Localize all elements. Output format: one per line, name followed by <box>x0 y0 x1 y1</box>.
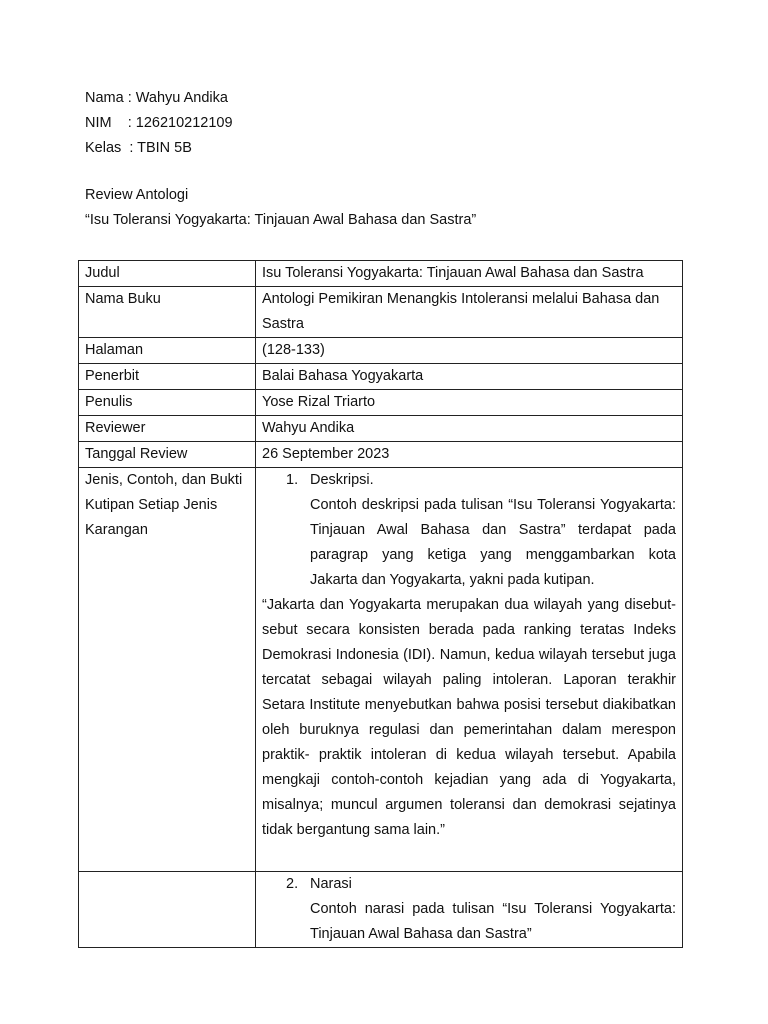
row-label: Halaman <box>79 338 256 364</box>
row-label: Tanggal Review <box>79 442 256 468</box>
table-row <box>79 287 683 338</box>
row-value: (128-133) <box>256 338 683 364</box>
table-row <box>79 390 683 416</box>
student-header <box>85 86 476 233</box>
row-value: Yose Rizal Triarto <box>256 390 683 416</box>
item-title: Deskripsi. <box>310 472 374 488</box>
student-nim: NIM : 126210212109 <box>85 115 233 131</box>
table-row <box>79 338 683 364</box>
row-label: Jenis, Contoh, dan Bukti Kutipan Setiap Jenis Karangan <box>79 468 256 872</box>
row-label: Reviewer <box>79 416 256 442</box>
review-table <box>78 260 683 948</box>
row-value: 26 September 2023 <box>256 442 683 468</box>
row-value: Antologi Pemikiran Menangkis Intoleransi melalui Bahasa dan Sastra <box>256 287 683 338</box>
item-title: Narasi <box>310 876 352 892</box>
review-title: Review Antologi <box>85 187 189 203</box>
review-subtitle: “Isu Toleransi Yogyakarta: Tinjauan Awal Bahasa dan Sastra” <box>85 212 477 228</box>
row-value: Balai Bahasa Yogyakarta <box>256 364 683 390</box>
row-label <box>79 872 256 948</box>
table-row <box>79 872 683 948</box>
table-row <box>79 261 683 287</box>
item-description: Contoh narasi pada tulisan “Isu Toleransi Yogyakarta: Tinjauan Awal Bahasa dan Sastra” <box>310 901 676 942</box>
student-class: Kelas : TBIN 5B <box>85 140 192 156</box>
item-quote: “Jakarta dan Yogyakarta merupakan dua wilayah yang disebut-sebut secara konsisten berada pada ranking teratas Indeks Demokrasi Indonesia (IDI). Namun, kedua wilayah tersebut juga tercatat sebagai wilayah paling intoleran. Laporan terakhir Setara Institute menyebutkan bahwa posisi tersebut diakibatkan oleh buruknya regulasi dan pemerintahan dalam merespon praktik- praktik intoleran di kedua wilayah tersebut. Apabila mengkaji contoh-contoh kejadian yang ada di Yogyakarta, misalnya; muncul argumen toleransi dan demokrasi sejatinya tidak bergantung sama lain.” <box>262 597 676 838</box>
student-name: Nama : Wahyu Andika <box>85 90 228 106</box>
list-item <box>262 468 676 493</box>
table-row <box>79 364 683 390</box>
item-number: 1. <box>286 472 299 488</box>
row-value <box>256 872 683 948</box>
row-label: Judul <box>79 261 256 287</box>
row-label: Nama Buku <box>79 287 256 338</box>
row-value: Wahyu Andika <box>256 416 683 442</box>
row-value <box>256 468 683 872</box>
table-row <box>79 442 683 468</box>
item-number: 2. <box>286 876 299 892</box>
row-label: Penulis <box>79 390 256 416</box>
table-row <box>79 416 683 442</box>
row-value: Isu Toleransi Yogyakarta: Tinjauan Awal Bahasa dan Sastra <box>256 261 683 287</box>
list-item <box>262 872 676 897</box>
table-row <box>79 468 683 872</box>
item-description: Contoh deskripsi pada tulisan “Isu Toleransi Yogyakarta: Tinjauan Awal Bahasa dan Sastra” terdapat pada paragrap yang ketiga yang menggambarkan kota Jakarta dan Yogyakarta, yakni pada kutipan. <box>310 497 676 588</box>
row-label: Penerbit <box>79 364 256 390</box>
